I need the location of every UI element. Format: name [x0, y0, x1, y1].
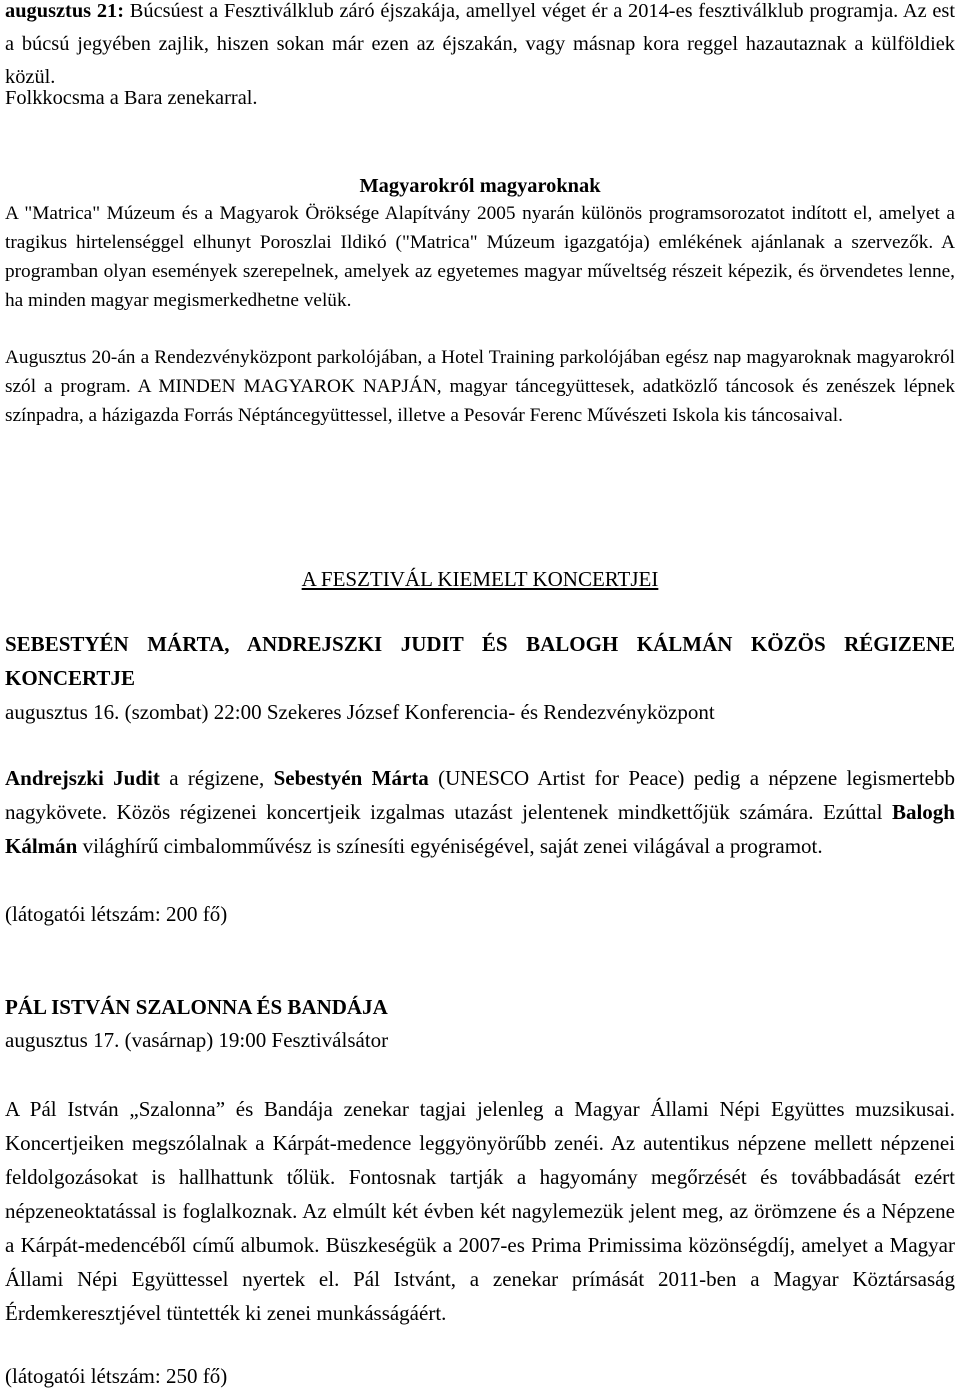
concert1-title: SEBESTYÉN MÁRTA, ANDREJSZKI JUDIT ÉS BALOGH KÁLMÁN KÖZÖS RÉGIZENE KONCERTJE [5, 632, 955, 690]
magyar-paragraph-2: Augusztus 20-án a Rendezvényközpont parkolójában, a Hotel Training parkolójában egész nap magyaroknak magyarokról szól a program. A MINDEN MAGYAROK NAPJÁN, magyar táncegyüttesek, adatközlő táncosok és zenészek lépnek színpadra, a házigazda Forrás Néptáncegyüttessel, illetve a Pesovár Ferenc Művészeti Iskola kis táncosaival. [5, 347, 955, 426]
highlight-title: A FESZTIVÁL KIEMELT KONCERTJEI [301, 567, 659, 591]
concert1-visitors: (látogatói létszám: 200 fő) [5, 902, 228, 926]
concert1-text-2: (UNESCO Artist for Peace) pedig a népzene legismertebb nagykövete. Közös régizenei koncertjeik izgalmas utazást jelentenek mindkettőjük számára. Ezúttal [5, 766, 955, 824]
magyar-paragraph-1: A "Matrica" Múzeum és a Magyarok Öröksége Alapítvány 2005 nyarán különös programsorozatot indított el, amelyet a tragikus hirtelenséggel elhunyt Poroszlai Ildikó ("Matrica" Múzeum igazgatója) emlékének ajánlanak a szervezők. A programban olyan események szerepelnek, amelyek az egyetemes magyar műveltség részeit képezik, és örvendetes lenne, ha minden magyar megismerkedhetne velük. [5, 203, 955, 311]
concert2-description: A Pál István „Szalonna” és Bandája zenekar tagjai jelenleg a Magyar Állami Népi Együttes muzsikusai. Koncertjeiken megszólalnak a Kárpát-medence leggyönyörűbb zenéi. Az autentikus népzene mellett népzenei feldolgozásokat is hallhattunk tőlük. Fontosnak tartják a hagyomány megőrzését és továbbadását ezért népzeneoktatással is foglalkoznak. Az elmúlt két évben két nagylemezük jelent meg, az örömzene és a Népzene a Kárpát-medencéből című albumok. Büszkeségük a 2007-es Prima Primissima közönségdíj, amelyet a Magyar Állami Népi Együttessel nyertek el. Pál Istvánt, a zenekar prímását 2011-ben a Magyar Köztársaság Érdemkeresztjével tüntették ki zenei munkásságáért. [5, 1097, 955, 1325]
magyar-title: Magyarokról magyaroknak [359, 175, 601, 197]
concert1-text-1: a régizene, [159, 766, 274, 790]
concert1-text-3: világhírű cimbalomművész is színesíti egyéniségével, saját zenei világával a programot. [77, 834, 823, 858]
concert2-visitors: (látogatói létszám: 250 fő) [5, 1364, 228, 1388]
intro-band: Folkkocsma a Bara zenekarral. [5, 87, 258, 109]
intro-date: augusztus 21: [5, 0, 125, 22]
intro-text: Búcsúest a Fesztiválklub záró éjszakája, amellyel véget ér a 2014-es fesztiválklub programja. Az est a búcsú jegyében zajlik, hiszen sokan már ezen az éjszakán, vagy másnap kora reggel hazautaznak a külföldiek közül. [5, 0, 955, 88]
concert1-description [5, 761, 955, 863]
concert2-when: augusztus 17. (vasárnap) 19:00 Fesztiválsátor [5, 1028, 389, 1052]
intro-paragraph [5, 0, 955, 94]
artist-andrejszki: Andrejszki Judit [5, 766, 160, 790]
concert2-title: PÁL ISTVÁN SZALONNA ÉS BANDÁJA [5, 995, 388, 1019]
concert1-when: augusztus 16. (szombat) 22:00 Szekeres József Konferencia- és Rendezvényközpont [5, 700, 715, 724]
artist-balogh: Balogh Kálmán [5, 800, 955, 858]
artist-sebestyen: Sebestyén Márta [273, 766, 429, 790]
